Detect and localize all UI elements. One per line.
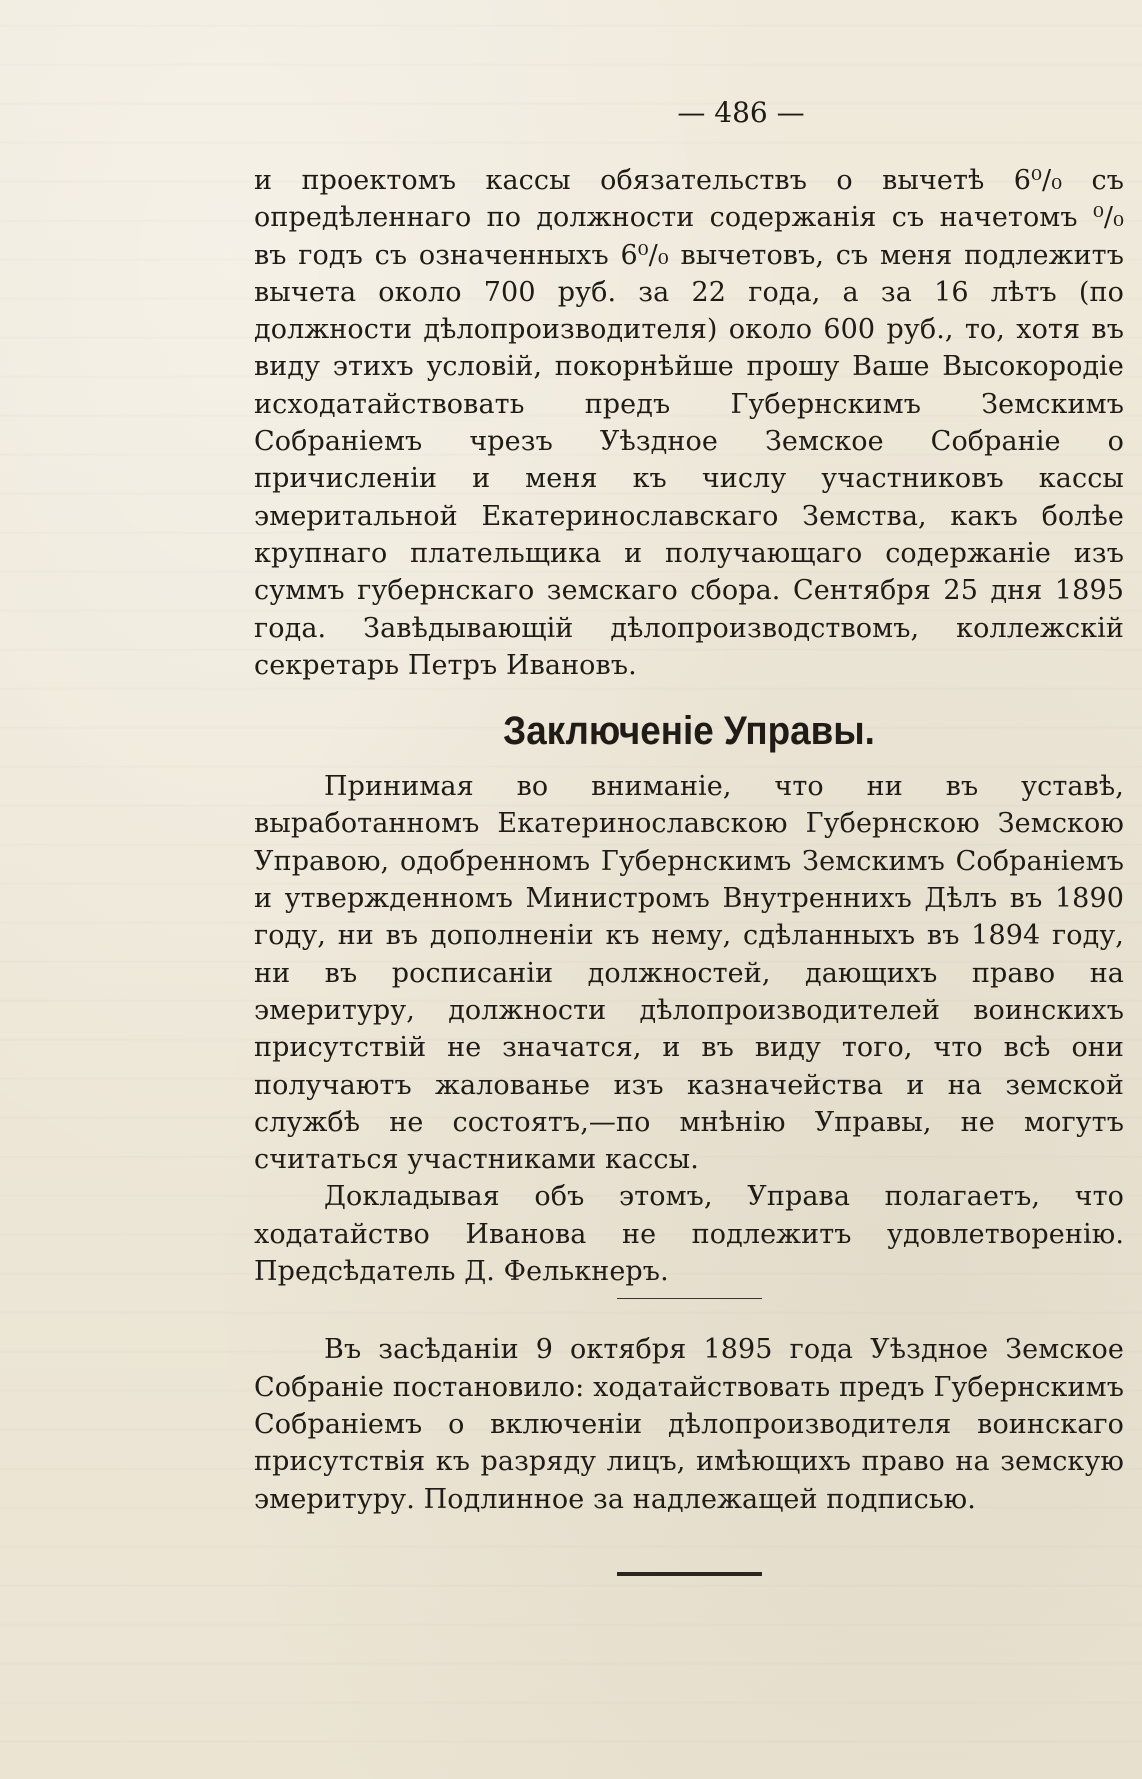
section-heading: Заключеніе Управы.	[503, 709, 875, 754]
paragraph-board-report: Докладывая объ этомъ, Управа полагаетъ, что ходатайство Иванова не подлежитъ удовлетворенію. Предсѣдатель Д. Фелькнеръ.	[254, 1181, 1124, 1288]
end-divider	[617, 1572, 762, 1576]
paragraph-petition-end: и проектомъ кассы обязательствъ о вычетѣ 6⁰/₀ съ опредѣленнаго по должности содержанія съ начетомъ ⁰/₀ въ годъ съ означенныхъ 6⁰/₀ вычетовъ, съ меня подлежитъ вычета около 700 руб. за 22 года, а за 16 лѣтъ (по должности дѣлопроизводителя) около 600 руб., то, хотя въ виду этихъ условій, покорнѣйше прошу Ваше Высокородіе исходатайствовать предъ Губернскимъ Земскимъ Собраніемъ чрезъ Уѣздное Земское Собраніе о причисленіи и меня къ числу участниковъ кассы эмеритальной Екатеринославскаго Земства, какъ болѣе крупнаго плательщика и получающаго содержаніе изъ суммъ губернскаго земскаго сбора. Сентября 25 дня 1895 года. Завѣдывающій дѣлопроизводствомъ, коллежскій секретарь Петръ Ивановъ.	[254, 165, 1124, 681]
page-number: — 486 —	[677, 96, 805, 129]
section-divider	[617, 1298, 762, 1299]
paragraph-assembly-decision: Въ засѣданіи 9 октября 1895 года Уѣздное Земское Собраніе постановило: ходатайствовать предъ Губернскимъ Собраніемъ о включеніи дѣлопроизводителя воинскаго присутствія къ разряду лицъ, имѣющихъ право на земскую эмеритуру. Подлинное за надлежащей подписью.	[254, 1334, 1124, 1515]
page-content	[254, 92, 1124, 1576]
paragraph-board-conclusion: Принимая во вниманіе, что ни въ уставѣ, выработанномъ Екатеринославскою Губернскою Земскою Управою, одобренномъ Губернскимъ Земскимъ Собраніемъ и утвержденномъ Министромъ Внутреннихъ Дѣлъ въ 1890 году, ни въ дополненіи къ нему, сдѣланныхъ въ 1894 году, ни въ росписаніи должностей, дающихъ право на эмеритуру, должности дѣлопроизводителей воинскихъ присутствій не значатся, и въ виду того, что всѣ они получаютъ жалованье изъ казначейства и на земской службѣ не состоятъ,—по мнѣнію Управы, не могутъ считаться участниками кассы.	[254, 771, 1124, 1176]
